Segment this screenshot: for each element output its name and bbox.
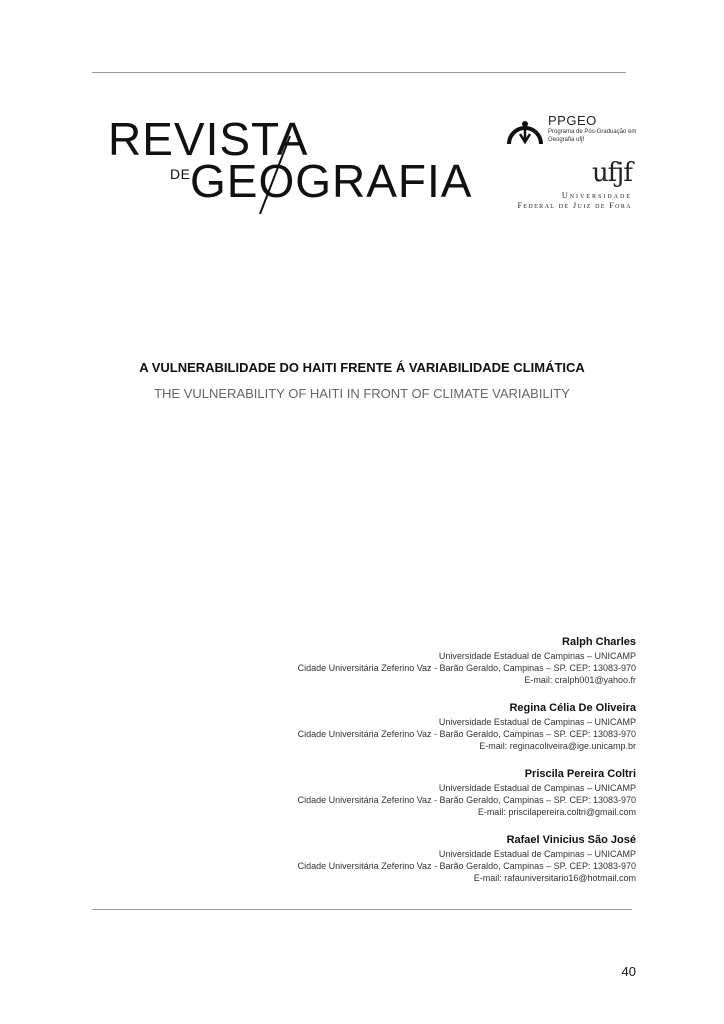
author-name: Regina Célia De Oliveira [509,702,636,714]
author-name: Ralph Charles [562,636,636,648]
footer-divider [92,909,632,910]
logo-word-geografia: GEOGRAFIA [190,155,473,207]
author-list [216,634,636,898]
logo-word-revista: REVISTA [108,113,309,165]
author-email: E-mail: priscilapereira.coltri@gmail.com [477,807,636,817]
journal-logo [108,112,478,212]
logo-slash-icon [256,132,296,217]
author-address: Cidade Universitária Zeferino Vaz - Barão Geraldo, Campinas – SP. CEP: 13083-970 [297,729,636,739]
author-address: Cidade Universitária Zeferino Vaz - Barão Geraldo, Campinas – SP. CEP: 13083-970 [297,663,636,673]
author-block [216,700,636,752]
ppgeo-name: PPGEO [548,113,597,128]
author-institution: Universidade Estadual de Campinas – UNICAMP [438,717,636,727]
author-name: Priscila Pereira Coltri [524,768,636,780]
author-email: E-mail: rafauniversitario16@hotmail.com [473,873,636,883]
ufjf-line-university: Universidade [561,191,632,200]
author-address: Cidade Universitária Zeferino Vaz - Barão Geraldo, Campinas – SP. CEP: 13083-970 [297,795,636,805]
author-institution: Universidade Estadual de Campinas – UNICAMP [438,783,636,793]
ppgeo-emblem-icon [505,112,545,148]
ufjf-logo [505,158,640,213]
author-address: Cidade Universitária Zeferino Vaz - Barão Geraldo, Campinas – SP. CEP: 13083-970 [297,861,636,871]
ppgeo-description: Programa de Pós-Graduação em Geografia ufjf [548,129,637,143]
logo-word-de: DE [170,166,191,182]
page-number: 40 [621,964,636,979]
author-institution: Universidade Estadual de Campinas – UNICAMP [438,651,636,661]
author-institution: Universidade Estadual de Campinas – UNICAMP [438,849,636,859]
header-divider [92,72,626,73]
title-english: THE VULNERABILITY OF HAITI IN FRONT OF CLIMATE VARIABILITY [154,386,570,401]
title-portuguese: A VULNERABILIDADE DO HAITI FRENTE Á VARIABILIDADE CLIMÁTICA [139,360,585,375]
author-name: Rafael Vinicius São José [506,834,636,846]
author-block [216,766,636,818]
author-email: E-mail: reginacoliveira@ige.unicamp.br [479,741,636,751]
author-block [216,832,636,884]
ufjf-mark: ufjf [591,158,632,188]
ppgeo-logo [505,112,640,152]
author-block [216,634,636,686]
author-email: E-mail: cralph001@yahoo.fr [524,675,636,685]
ufjf-line-federal: Federal de Juiz de Fora [517,201,632,210]
